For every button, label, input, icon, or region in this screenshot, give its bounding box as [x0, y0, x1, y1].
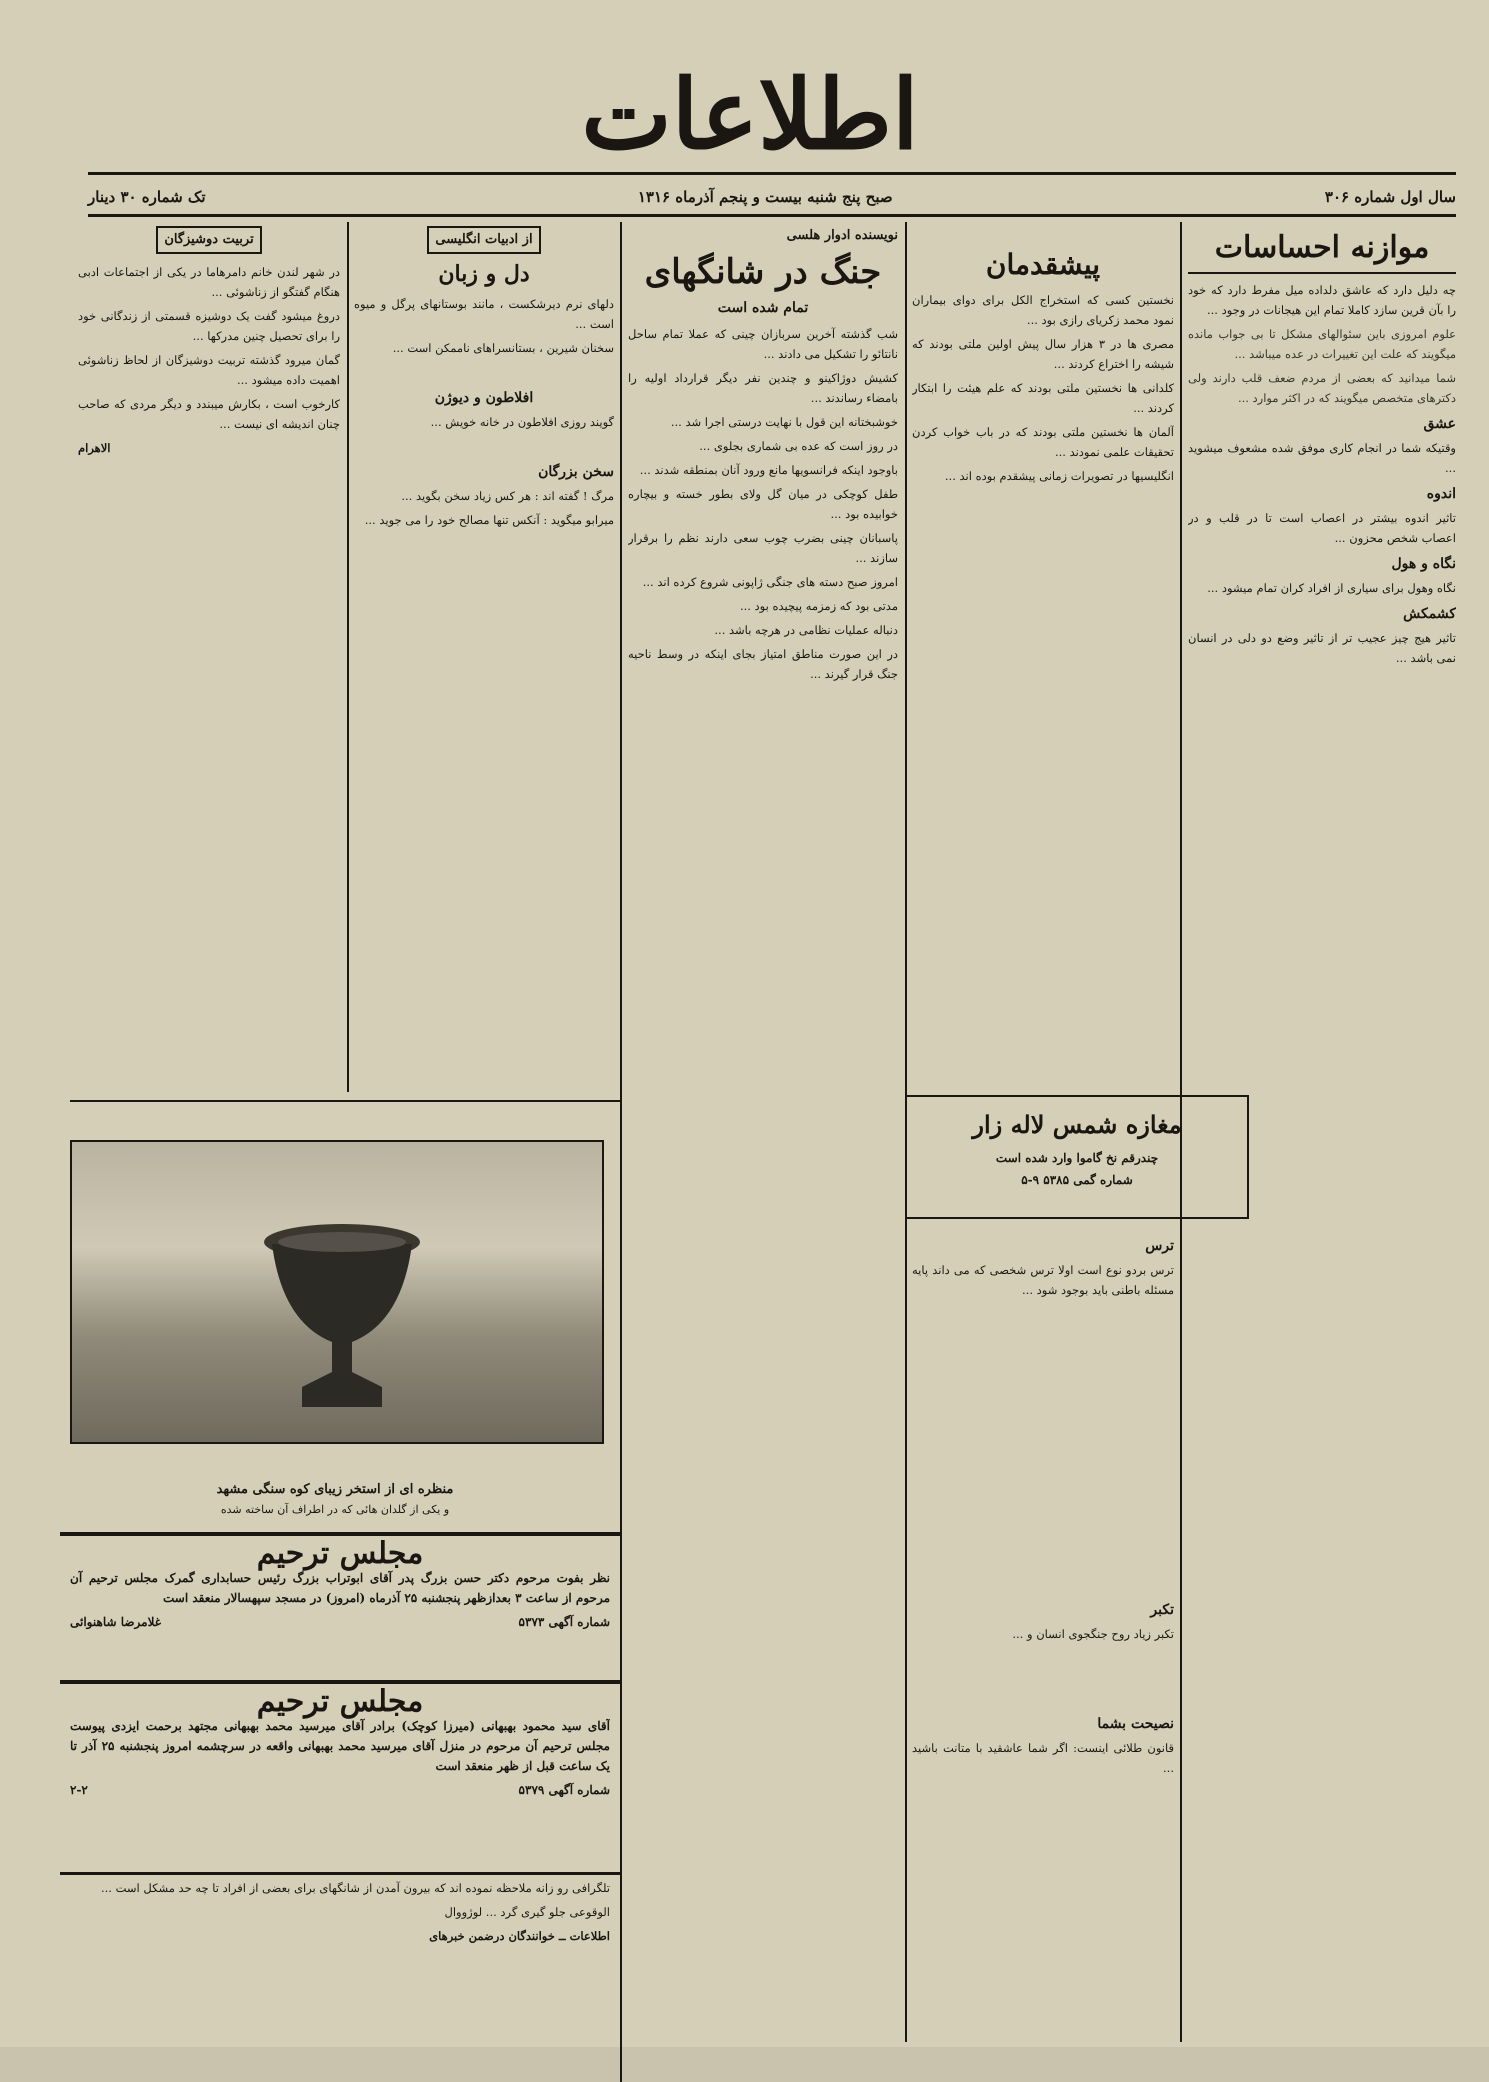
paragraph: شب گذشته آخرین سربازان چینی که عملا تمام ساحل نانتائو را تشکیل می دادند ... [628, 327, 898, 361]
ad-title: مجلس ترحیم [256, 1540, 424, 1571]
paragraph: میرابو میگوید : آنکس تنها مصالح خود را می جوید ... [364, 513, 614, 527]
paragraph: ترس بردو نوع است اولا ترس شخصی که می داند پایه مسئله باطنی باید بوجود شود ... [912, 1263, 1174, 1297]
paragraph: گویند روزی افلاطون در خانه خویش ... [430, 415, 614, 429]
headline-rule [1188, 272, 1456, 274]
photo-caption [70, 1480, 600, 1520]
issue-date: صبح پنج شنبه بیست و پنجم آذرماه ۱۳۱۶ [637, 188, 893, 206]
paragraph: مصری ها در ۳ هزار سال پیش اولین ملتی بودند که شیشه را اختراع کردند ... [912, 337, 1174, 371]
paragraph: دلهای نرم دیرشکست ، مانند بوستانهای پرگل و میوه است ... [354, 297, 614, 331]
paragraph: مرگ ! گفته اند : هر کس زیاد سخن بگوید ... [401, 489, 614, 503]
subheading: عشق [1423, 416, 1456, 432]
note-sign: اطلاعات ــ خوانندگان درضمن خبرهای [429, 1929, 610, 1943]
ad-ref: شماره گمی ۵۳۸۵ ۹-۵ [1021, 1173, 1133, 1187]
paragraph: مدتی بود که زمزمه پیچیده بود ... [739, 599, 898, 613]
paragraph: کارخوب است ، بکارش میبندد و دیگر مردی که صاحب چنان اندیشه ای نیست ... [78, 397, 340, 431]
paragraph: طفل کوچکی در میان گل ولای بطور خسته و بیچاره خوابیده بود ... [628, 487, 898, 521]
bottom-note [70, 1878, 610, 2008]
urn-image [262, 1212, 422, 1412]
paragraph: دروغ میشود گفت یک دوشیزه قسمتی از زندگانی خود را برای تحصیل چنین مدرکها ... [78, 309, 340, 343]
memorial-ad-2 [70, 1688, 610, 1868]
section-rule [70, 1100, 620, 1102]
paragraph: انگلیسیها در تصویرات زمانی پیشقدم بوده اند ... [944, 469, 1174, 483]
paragraph: باوجود اینکه فرانسویها مانع ورود آنان بمنطقه شدند ... [639, 463, 898, 477]
headline: پیشقدمان [985, 248, 1101, 281]
paragraph: گمان میرود گذشته تربیت دوشیزگان از لحاظ زناشوئی اهمیت داده میشود ... [78, 353, 340, 387]
paragraph: تاثیر اندوه بیشتر در اعصاب است تا در قلب و در اعصاب شخص محزون ... [1188, 511, 1456, 545]
paragraph: پاسبانان چینی بضرب چوب سعی دارند نظم را برقرار سازند ... [628, 531, 898, 565]
article-girls-education [78, 226, 340, 1086]
top-rule [88, 172, 1456, 175]
deck: تمام شده است [717, 300, 809, 316]
kicker: از ادبیات انگلیسی [427, 226, 540, 254]
subheading: تکبر [1150, 1602, 1174, 1618]
ad-text: نظر بفوت مرحوم دکتر حسن بزرگ پدر آقای ابوتراب بزرگ رئیس حسابداری گمرک مجلس ترحیم آن مرحوم از ساعت ۳ بعدازظهر پنجشنبه ۲۵ آذرماه (امروز) در مسجد سپهسالار منعقد است [70, 1571, 610, 1605]
paragraph: تکبر زیاد روح جنگجوی انسان و ... [1012, 1627, 1174, 1641]
subheading: سخن بزرگان [538, 464, 614, 480]
subheading: افلاطون و دیوژن [434, 390, 534, 406]
paragraph: خوشبختانه این قول با نهایت درستی اجرا شد ... [670, 415, 898, 429]
paragraph: الوقوعی جلو گیری گرد ... لوژووال [444, 1905, 610, 1919]
caption-line: و یکی از گلدان هائی که در اطراف آن ساخته شده [220, 1503, 450, 1516]
article-fear-pride [912, 1230, 1174, 2030]
caption-line: منظره ای از استخر زیبای کوه سنگی مشهد [216, 1482, 454, 1497]
ad-ref: شماره آگهی ۵۳۷۳ [518, 1615, 610, 1629]
byline: نویسنده ادوار هلسی [786, 228, 898, 243]
paragraph: امروز صبح دسته های جنگی ژاپونی شروع کرده اند ... [642, 575, 898, 589]
paragraph: تلگرافی رو زانه ملاحظه نموده اند که بیرون آمدن از شانگهای برای بعضی از افراد تا چه حد مشکل است ... [101, 1881, 610, 1895]
ad-title: مجلس ترحیم [256, 1688, 424, 1719]
subheading: نگاه و هول [1391, 556, 1456, 572]
issue-price: تک شماره ۳۰ دینار [88, 188, 206, 206]
article-shanghai [628, 226, 898, 2076]
issue-number: سال اول شماره ۳۰۶ [1324, 188, 1456, 206]
paragraph: چه دلیل دارد که عاشق دلداده میل مفرط دارد که خود را بآن قرین سازد کاملا تمام این هیجانات در وجود ... [1188, 283, 1456, 317]
paragraph: وقتیکه شما در انجام کاری موفق شده مشعوف میشوید ... [1188, 441, 1456, 475]
article-pioneers [912, 226, 1174, 1086]
paragraph: علوم امروزی باین سئوالهای مشکل تا بی جواب مانده میگویند که علت این تغییرات در عده میباشد ... [1188, 327, 1456, 361]
column-divider [620, 222, 622, 2082]
paragraph: کشیش دوژاکینو و چندین نفر دیگر قرارداد اولیه را بامضاء رساندند ... [628, 371, 898, 405]
shams-shop-ad [905, 1095, 1249, 1219]
paragraph: قانون طلائی اینست: اگر شما عاشقید با متانت باشید ... [912, 1741, 1174, 1775]
dateline [88, 182, 1456, 212]
ad-border [60, 1680, 620, 1684]
ad-title: مغازه شمس لاله زار [972, 1110, 1182, 1139]
ad-number: ۲-۲ [70, 1783, 88, 1797]
paragraph: نخستین کسی که استخراج الکل برای دوای بیماران نمود محمد زکریای رازی بود ... [912, 293, 1174, 327]
ad-line: چندرقم نخ گاموا وارد شده است [995, 1151, 1159, 1165]
dateline-rule [88, 214, 1456, 217]
ad-text: آقای سید محمود بهبهانی (میرزا کوچک) برادر آقای میرسید محمد بهبهانی مجتهد برحمت ایزدی پیوست مجلس ترحیم آن مرحوم در منزل آقای میرسید محمد بهبهانی واقعه در سرچشمه امروز پنجشنبه ۲۵ آذر تا یک ساعت قبل از ظهر منعقد است [70, 1719, 610, 1773]
masthead-title: اطلاعات [581, 58, 919, 171]
memorial-ad-1 [70, 1540, 610, 1675]
headline: موازنه احساسات [1214, 230, 1430, 265]
paragraph: کلدانی ها نخستین ملتی بودند که علم هیئت را ابتکار کردند ... [912, 381, 1174, 415]
ad-sign: غلامرضا شاهنوائی [70, 1615, 162, 1629]
paragraph: آلمان ها نخستین ملتی بودند که در باب خواب کردن تحقیقات علمی نمودند ... [912, 425, 1174, 459]
ad-border [60, 1872, 620, 1875]
subheading: نصیحت بشما [1097, 1716, 1174, 1732]
headline: دل و زبان [438, 261, 530, 287]
paragraph: تاثیر هیج چیز عجیب تر از تاثیر وضع دو دلی در انسان نمی باشد ... [1188, 631, 1456, 665]
ad-border [60, 1532, 620, 1536]
paragraph: شما میدانید که بعضی از مردم ضعف قلب دارند ولی دکترهای متخصص میگویند که در اکثر موارد ... [1188, 371, 1456, 405]
article-heart-tongue [354, 226, 614, 1086]
column-divider [347, 222, 349, 1092]
subheading: کشمکش [1403, 606, 1456, 622]
paragraph: سخنان شیرین ، بستانسراهای ناممکن است ... [392, 341, 614, 355]
paragraph: در شهر لندن خانم دامرهاما در یکی از اجتماعات ادبی هنگام گفتگو از زناشوئی ... [78, 265, 340, 299]
source: الاهرام [78, 441, 111, 455]
subheading: ترس [1145, 1238, 1174, 1254]
headline: تربیت دوشیزگان [156, 226, 261, 254]
paragraph: در این صورت مناطق امتیاز بجای اینکه در وسط ناحیه جنگ قرار گیرند ... [628, 647, 898, 681]
paragraph: در روز است که عده بی شماری بجلوی ... [699, 439, 898, 453]
photo-mashhad-pool [70, 1140, 604, 1444]
ad-ref: شماره آگهی ۵۳۷۹ [518, 1783, 610, 1797]
paragraph: دنباله عملیات نظامی در هرچه باشد ... [714, 623, 898, 637]
paragraph: نگاه وهول برای سیاری از افراد کران تمام میشود ... [1207, 581, 1456, 595]
subheading: اندوه [1426, 486, 1456, 502]
headline: جنگ در شانگهای [644, 252, 882, 292]
